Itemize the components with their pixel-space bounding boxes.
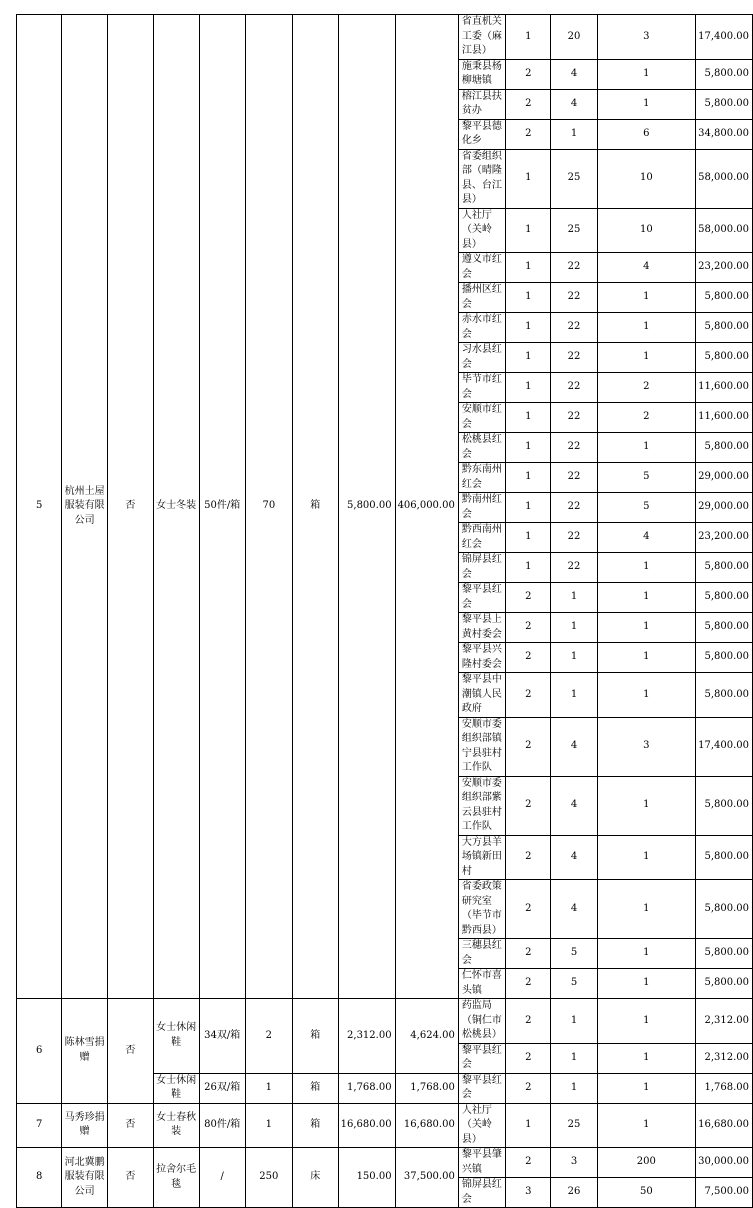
group-number-cell: 6	[17, 999, 62, 1104]
item-spec-cell: 26双/箱	[199, 1073, 245, 1103]
recipient-cell: 黎平县德化乡	[458, 119, 505, 149]
code-cell: 26	[551, 1178, 597, 1208]
code-cell: 1	[551, 1043, 597, 1073]
batch-cell: 1	[506, 493, 551, 523]
recipient-cell: 锦屏县红会	[458, 553, 505, 583]
count-cell: 1	[597, 583, 695, 613]
code-cell: 22	[551, 343, 597, 373]
recipient-cell: 黎平县红会	[458, 583, 505, 613]
flag-cell: 否	[108, 999, 154, 1104]
amount-cell: 11,600.00	[696, 373, 753, 403]
code-cell: 3	[551, 1148, 597, 1178]
code-cell: 4	[551, 717, 597, 776]
count-cell: 50	[597, 1178, 695, 1208]
batch-cell: 2	[506, 1043, 551, 1073]
batch-cell: 1	[506, 373, 551, 403]
unit-price-cell: 5,800.00	[338, 15, 395, 999]
code-cell: 4	[551, 835, 597, 880]
recipient-cell: 习水县红会	[458, 343, 505, 373]
recipient-cell: 黎平县红会	[458, 1073, 505, 1103]
recipient-cell: 榕江县扶贫办	[458, 89, 505, 119]
count-cell: 5	[597, 493, 695, 523]
count-cell: 1	[597, 89, 695, 119]
table-row	[17, 15, 753, 60]
amount-cell: 7,500.00	[696, 1178, 753, 1208]
donor-name-cell: 马秀珍捐赠	[62, 1103, 108, 1148]
recipient-cell: 黎平县兴隆村委会	[458, 643, 505, 673]
code-cell: 22	[551, 313, 597, 343]
count-cell: 4	[597, 253, 695, 283]
batch-cell: 2	[506, 583, 551, 613]
amount-cell: 5,800.00	[696, 880, 753, 939]
code-cell: 20	[551, 15, 597, 60]
item-spec-cell: 50件/箱	[199, 15, 245, 999]
count-cell: 1	[597, 613, 695, 643]
count-cell: 1	[597, 1073, 695, 1103]
count-cell: 1	[597, 939, 695, 969]
item-name-cell: 女士春秋装	[153, 1103, 199, 1148]
batch-cell: 1	[506, 149, 551, 208]
amount-cell: 29,000.00	[696, 493, 753, 523]
amount-cell: 5,800.00	[696, 969, 753, 999]
table-row	[17, 1103, 753, 1148]
amount-cell: 5,800.00	[696, 939, 753, 969]
amount-cell: 5,800.00	[696, 835, 753, 880]
batch-cell: 1	[506, 433, 551, 463]
amount-cell: 5,800.00	[696, 433, 753, 463]
code-cell: 1	[551, 643, 597, 673]
count-cell: 3	[597, 717, 695, 776]
count-cell: 1	[597, 59, 695, 89]
batch-cell: 2	[506, 119, 551, 149]
count-cell: 3	[597, 15, 695, 60]
count-cell: 1	[597, 553, 695, 583]
count-cell: 1	[597, 283, 695, 313]
count-cell: 200	[597, 1148, 695, 1178]
batch-cell: 1	[506, 553, 551, 583]
batch-cell: 1	[506, 1103, 551, 1148]
unit-price-cell: 2,312.00	[338, 999, 395, 1074]
batch-cell: 2	[506, 673, 551, 718]
code-cell: 4	[551, 880, 597, 939]
recipient-cell: 遵义市红会	[458, 253, 505, 283]
recipient-cell: 黔南州红会	[458, 493, 505, 523]
count-cell: 1	[597, 643, 695, 673]
code-cell: 5	[551, 969, 597, 999]
amount-cell: 23,200.00	[696, 523, 753, 553]
batch-cell: 2	[506, 59, 551, 89]
recipient-cell: 施秉县杨柳塘镇	[458, 59, 505, 89]
batch-cell: 1	[506, 15, 551, 60]
amount-cell: 58,000.00	[696, 149, 753, 208]
code-cell: 4	[551, 59, 597, 89]
code-cell: 22	[551, 523, 597, 553]
amount-cell: 5,800.00	[696, 583, 753, 613]
item-name-cell: 女士休闲鞋	[153, 1073, 199, 1103]
recipient-cell: 省直机关工委（麻江县）	[458, 15, 505, 60]
batch-cell: 3	[506, 1178, 551, 1208]
code-cell: 1	[551, 583, 597, 613]
item-unit-cell: 箱	[292, 999, 338, 1074]
recipient-cell: 锦屏县红会	[458, 1178, 505, 1208]
count-cell: 2	[597, 373, 695, 403]
batch-cell: 1	[506, 403, 551, 433]
count-cell: 1	[597, 776, 695, 835]
donor-name-cell: 河北冀鹏服装有限公司	[62, 1148, 108, 1208]
item-total-cell: 37,500.00	[395, 1148, 458, 1208]
item-unit-cell: 箱	[292, 1073, 338, 1103]
batch-cell: 1	[506, 523, 551, 553]
code-cell: 4	[551, 89, 597, 119]
batch-cell: 2	[506, 1073, 551, 1103]
amount-cell: 16,680.00	[696, 1103, 753, 1148]
batch-cell: 1	[506, 463, 551, 493]
flag-cell: 否	[108, 15, 154, 999]
batch-cell: 2	[506, 776, 551, 835]
code-cell: 22	[551, 463, 597, 493]
group-number-cell: 8	[17, 1148, 62, 1208]
amount-cell: 2,312.00	[696, 999, 753, 1044]
code-cell: 22	[551, 283, 597, 313]
item-name-cell: 女士冬装	[153, 15, 199, 999]
recipient-cell: 省委组织部（晴隆县、台江县）	[458, 149, 505, 208]
flag-cell: 否	[108, 1103, 154, 1148]
recipient-cell: 赤水市红会	[458, 313, 505, 343]
batch-cell: 2	[506, 939, 551, 969]
code-cell: 1	[551, 673, 597, 718]
donor-name-cell: 陈林雪捐赠	[62, 999, 108, 1104]
batch-cell: 1	[506, 283, 551, 313]
amount-cell: 29,000.00	[696, 463, 753, 493]
batch-cell: 2	[506, 613, 551, 643]
amount-cell: 17,400.00	[696, 15, 753, 60]
count-cell: 1	[597, 343, 695, 373]
batch-cell: 1	[506, 343, 551, 373]
donation-allocation-table	[16, 14, 753, 1208]
item-quantity-cell: 2	[245, 999, 292, 1074]
recipient-cell: 黔东南州红会	[458, 463, 505, 493]
item-quantity-cell: 1	[245, 1103, 292, 1148]
count-cell: 1	[597, 313, 695, 343]
count-cell: 1	[597, 1043, 695, 1073]
donor-name-cell: 杭州土屋服装有限公司	[62, 15, 108, 999]
recipient-cell: 黎平县红会	[458, 1043, 505, 1073]
item-quantity-cell: 70	[245, 15, 292, 999]
item-quantity-cell: 1	[245, 1073, 292, 1103]
count-cell: 1	[597, 880, 695, 939]
table-row	[17, 1148, 753, 1178]
code-cell: 5	[551, 939, 597, 969]
item-quantity-cell: 250	[245, 1148, 292, 1208]
batch-cell: 2	[506, 835, 551, 880]
recipient-cell: 安顺市委组织部镇宁县驻村工作队	[458, 717, 505, 776]
code-cell: 22	[551, 433, 597, 463]
recipient-cell: 黔西南州红会	[458, 523, 505, 553]
amount-cell: 5,800.00	[696, 613, 753, 643]
unit-price-cell: 1,768.00	[338, 1073, 395, 1103]
count-cell: 1	[597, 673, 695, 718]
count-cell: 1	[597, 433, 695, 463]
batch-cell: 1	[506, 208, 551, 253]
count-cell: 1	[597, 999, 695, 1044]
count-cell: 6	[597, 119, 695, 149]
code-cell: 1	[551, 119, 597, 149]
item-name-cell: 女士休闲鞋	[153, 999, 199, 1074]
count-cell: 4	[597, 523, 695, 553]
code-cell: 25	[551, 208, 597, 253]
item-spec-cell: 34双/箱	[199, 999, 245, 1074]
recipient-cell: 松桃县红会	[458, 433, 505, 463]
recipient-cell: 大方县羊场镇新田村	[458, 835, 505, 880]
count-cell: 10	[597, 149, 695, 208]
amount-cell: 5,800.00	[696, 59, 753, 89]
amount-cell: 5,800.00	[696, 776, 753, 835]
code-cell: 22	[551, 403, 597, 433]
batch-cell: 2	[506, 969, 551, 999]
code-cell: 25	[551, 149, 597, 208]
recipient-cell: 仁怀市喜头镇	[458, 969, 505, 999]
item-total-cell: 16,680.00	[395, 1103, 458, 1148]
item-name-cell: 拉舍尔毛毯	[153, 1148, 199, 1208]
table-row	[17, 999, 753, 1044]
batch-cell: 1	[506, 253, 551, 283]
recipient-cell: 黎平县中潮镇人民政府	[458, 673, 505, 718]
batch-cell: 2	[506, 1148, 551, 1178]
flag-cell: 否	[108, 1148, 154, 1208]
batch-cell: 1	[506, 313, 551, 343]
amount-cell: 2,312.00	[696, 1043, 753, 1073]
batch-cell: 2	[506, 89, 551, 119]
amount-cell: 34,800.00	[696, 119, 753, 149]
amount-cell: 5,800.00	[696, 553, 753, 583]
recipient-cell: 毕节市红会	[458, 373, 505, 403]
group-number-cell: 5	[17, 15, 62, 999]
count-cell: 1	[597, 835, 695, 880]
item-unit-cell: 床	[292, 1148, 338, 1208]
batch-cell: 2	[506, 999, 551, 1044]
amount-cell: 1,768.00	[696, 1073, 753, 1103]
amount-cell: 58,000.00	[696, 208, 753, 253]
recipient-cell: 安顺市委组织部紫云县驻村工作队	[458, 776, 505, 835]
amount-cell: 23,200.00	[696, 253, 753, 283]
code-cell: 1	[551, 1073, 597, 1103]
item-total-cell: 1,768.00	[395, 1073, 458, 1103]
recipient-cell: 人社厅（关岭县）	[458, 1103, 505, 1148]
count-cell: 1	[597, 1103, 695, 1148]
code-cell: 22	[551, 493, 597, 523]
recipient-cell: 人社厅（关岭县）	[458, 208, 505, 253]
code-cell: 25	[551, 1103, 597, 1148]
recipient-cell: 药监局（铜仁市松桃县）	[458, 999, 505, 1044]
count-cell: 10	[597, 208, 695, 253]
amount-cell: 5,800.00	[696, 643, 753, 673]
code-cell: 22	[551, 373, 597, 403]
count-cell: 2	[597, 403, 695, 433]
item-spec-cell: 80件/箱	[199, 1103, 245, 1148]
count-cell: 5	[597, 463, 695, 493]
item-unit-cell: 箱	[292, 15, 338, 999]
count-cell: 1	[597, 969, 695, 999]
unit-price-cell: 150.00	[338, 1148, 395, 1208]
amount-cell: 5,800.00	[696, 89, 753, 119]
amount-cell: 5,800.00	[696, 313, 753, 343]
item-total-cell: 406,000.00	[395, 15, 458, 999]
recipient-cell: 三穗县红会	[458, 939, 505, 969]
amount-cell: 11,600.00	[696, 403, 753, 433]
recipient-cell: 安顺市红会	[458, 403, 505, 433]
code-cell: 4	[551, 776, 597, 835]
amount-cell: 5,800.00	[696, 673, 753, 718]
code-cell: 1	[551, 999, 597, 1044]
batch-cell: 2	[506, 643, 551, 673]
code-cell: 22	[551, 553, 597, 583]
unit-price-cell: 16,680.00	[338, 1103, 395, 1148]
amount-cell: 5,800.00	[696, 343, 753, 373]
recipient-cell: 黎平县上黄村委会	[458, 613, 505, 643]
recipient-cell: 省委政策研究室（毕节市黔西县）	[458, 880, 505, 939]
group-number-cell: 7	[17, 1103, 62, 1148]
code-cell: 22	[551, 253, 597, 283]
batch-cell: 2	[506, 880, 551, 939]
item-total-cell: 4,624.00	[395, 999, 458, 1074]
item-spec-cell: /	[199, 1148, 245, 1208]
recipient-cell: 播州区红会	[458, 283, 505, 313]
amount-cell: 17,400.00	[696, 717, 753, 776]
amount-cell: 30,000.00	[696, 1148, 753, 1178]
amount-cell: 5,800.00	[696, 283, 753, 313]
batch-cell: 2	[506, 717, 551, 776]
code-cell: 1	[551, 613, 597, 643]
item-unit-cell: 箱	[292, 1103, 338, 1148]
recipient-cell: 黎平县肇兴镇	[458, 1148, 505, 1178]
